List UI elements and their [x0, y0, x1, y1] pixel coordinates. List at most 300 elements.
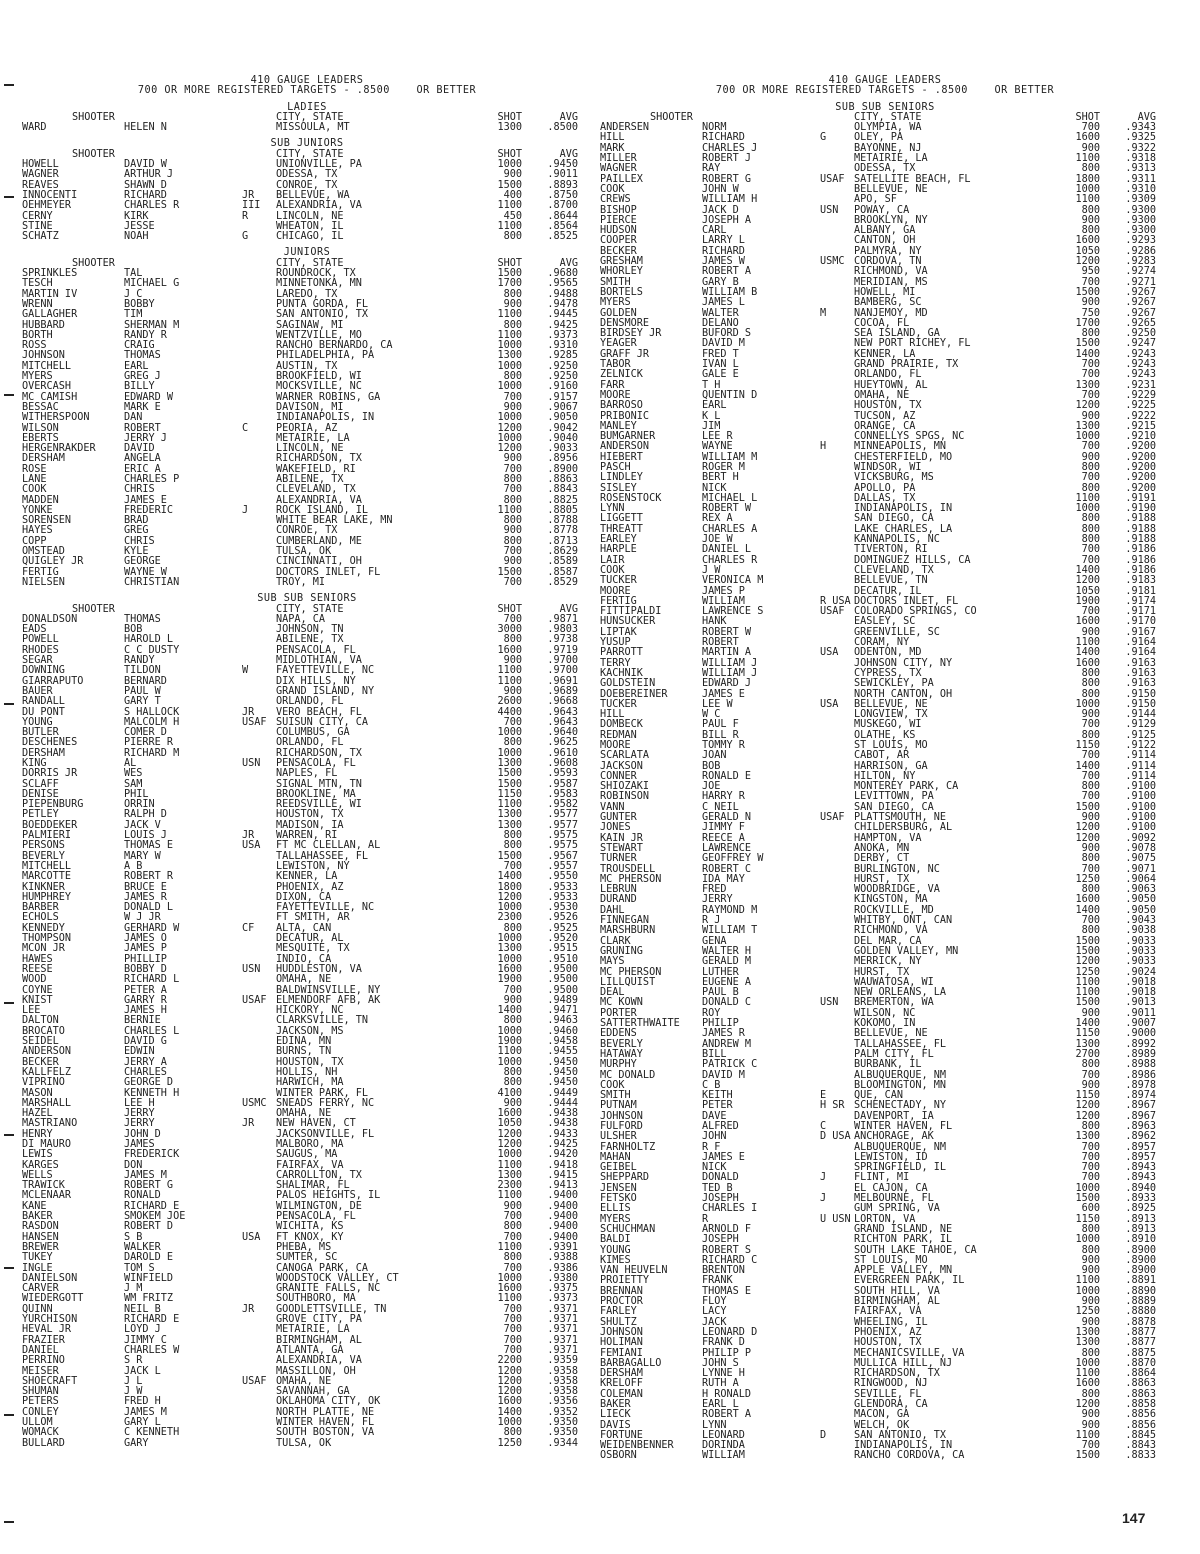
- suffix: [820, 350, 854, 360]
- suffix: [242, 1387, 276, 1397]
- last-name: DOEBEREINER: [600, 688, 668, 700]
- average: .9530: [547, 902, 578, 914]
- city-state: NAPLES, FL: [276, 768, 338, 780]
- city-state: DOCTORS INLET, FL: [854, 595, 959, 607]
- average: .9425: [547, 319, 578, 331]
- first-name: GERHARD W: [124, 922, 180, 934]
- average: .8933: [1125, 1193, 1156, 1205]
- first-name: JAMES E: [702, 1151, 745, 1163]
- first-name: DANIEL L: [702, 544, 752, 556]
- first-name: CHRIS: [124, 484, 155, 496]
- city-state: WENTZVILLE, MO: [276, 329, 362, 341]
- last-name: JOHNSON: [600, 1326, 643, 1338]
- first-name: BOBBY D: [124, 963, 167, 975]
- first-name: FREDERICK: [124, 1149, 180, 1161]
- first-name: WALKER: [124, 1241, 161, 1253]
- suffix: [242, 1253, 276, 1263]
- first-name: K L: [702, 410, 721, 422]
- average: .9186: [1125, 544, 1156, 556]
- average: .8963: [1125, 1120, 1156, 1132]
- first-name: JOE W: [702, 534, 733, 546]
- last-name: EADS: [22, 624, 47, 636]
- average: .9043: [1125, 915, 1156, 927]
- city-state: NEW PORT RICHEY, FL: [854, 338, 971, 350]
- average: .9190: [1125, 503, 1156, 515]
- average: .9050: [1125, 894, 1156, 906]
- city-state: OMAHA, NE: [276, 974, 332, 986]
- city-state: HARWICH, MA: [276, 1077, 344, 1089]
- first-name: LAWRENCE S: [702, 606, 764, 618]
- last-name: HOWELL: [22, 159, 59, 171]
- average: .9510: [547, 953, 578, 965]
- average: .9033: [1125, 945, 1156, 957]
- suffix: [820, 360, 854, 370]
- targets-shot: 1000: [497, 1272, 522, 1284]
- margin-tick-mark: [4, 1414, 14, 1416]
- first-name: DAN: [124, 412, 143, 424]
- targets-shot: 1400: [1075, 564, 1100, 576]
- average: .9013: [1125, 997, 1156, 1009]
- first-name: RICHARD: [702, 245, 745, 257]
- average: .9380: [547, 1272, 578, 1284]
- first-name: ARNOLD F: [702, 1223, 752, 1235]
- average: .9250: [1125, 328, 1156, 340]
- targets-shot: 700: [1081, 791, 1100, 803]
- city-state: APPLE VALLEY, MN: [854, 1265, 953, 1277]
- first-name: GARY: [124, 1437, 149, 1449]
- avg-header: AVG: [1137, 111, 1156, 123]
- average: .9680: [547, 268, 578, 280]
- targets-shot: 800: [1081, 204, 1100, 216]
- last-name: TUCKER: [600, 575, 637, 587]
- targets-shot: 1000: [497, 953, 522, 965]
- city-state: LORTON, VA: [854, 1213, 916, 1225]
- suffix: [820, 1256, 854, 1266]
- shot-header: SHOT: [1075, 111, 1100, 123]
- last-name: DAHL: [600, 904, 625, 916]
- first-name: HANK: [702, 616, 727, 628]
- last-name: GOLDEN: [600, 307, 637, 319]
- suffix: [820, 1235, 854, 1245]
- city-state: DALLAS, TX: [854, 492, 916, 504]
- last-name: HANSEN: [22, 1231, 59, 1243]
- suffix: [820, 453, 854, 463]
- average: .9803: [547, 624, 578, 636]
- average: .9174: [1125, 595, 1156, 607]
- average: .9310: [547, 340, 578, 352]
- city-state: HAMPTON, VA: [854, 832, 922, 844]
- city-state: CANTON, OH: [854, 235, 916, 247]
- suffix: [242, 1202, 276, 1212]
- city-state: LAREDO, TX: [276, 288, 338, 300]
- targets-shot: 900: [1081, 1007, 1100, 1019]
- city-state: POWAY, CA: [854, 204, 910, 216]
- targets-shot: 900: [1081, 410, 1100, 422]
- targets-shot: 1000: [497, 159, 522, 171]
- suffix: [242, 1428, 276, 1438]
- average: .9157: [547, 391, 578, 403]
- last-name: YUSUP: [600, 637, 631, 649]
- average: .9267: [1125, 286, 1156, 298]
- last-name: HAZEL: [22, 1108, 53, 1120]
- first-name: PETER: [702, 1100, 733, 1112]
- city-state: WHITE BEAR LAKE, MN: [276, 515, 393, 527]
- first-name: S HALLOCK: [124, 706, 180, 718]
- suffix: [820, 535, 854, 545]
- city-state: MIDLOTHIAN, VA: [276, 655, 362, 667]
- suffix: [242, 1058, 276, 1068]
- suffix: [242, 1078, 276, 1088]
- average: .9344: [547, 1437, 578, 1449]
- targets-shot: 1200: [497, 1128, 522, 1140]
- first-name: CARL: [702, 225, 727, 237]
- first-name: NORM: [702, 122, 727, 134]
- first-name: FRED H: [124, 1396, 161, 1408]
- suffix: [242, 1037, 276, 1047]
- targets-shot: 2700: [1075, 1048, 1100, 1060]
- last-name: FERTIG: [22, 566, 59, 578]
- suffix: USMC: [242, 1097, 267, 1109]
- suffix: [242, 687, 276, 697]
- average: .9358: [547, 1375, 578, 1387]
- last-name: GRUNING: [600, 945, 643, 957]
- city-state: CONROE, TX: [276, 179, 338, 191]
- targets-shot: 1000: [1075, 1357, 1100, 1369]
- last-name: FRAZIER: [22, 1334, 65, 1346]
- first-name: LACY: [702, 1306, 727, 1318]
- first-name: WALTER: [702, 307, 739, 319]
- targets-shot: 700: [503, 576, 522, 588]
- city-state: MERRICK, NY: [854, 956, 922, 968]
- city-state: METAIRIE, LA: [276, 432, 350, 444]
- last-name: MAYS: [600, 956, 625, 968]
- margin-tick-mark: [4, 1134, 14, 1136]
- targets-shot: 1500: [1075, 801, 1100, 813]
- last-name: DI MAURO: [22, 1138, 72, 1150]
- suffix: J: [820, 1193, 827, 1205]
- suffix: [242, 1181, 276, 1191]
- city-state: TROY, MI: [276, 576, 326, 588]
- first-name: JOSEPH: [702, 1234, 739, 1246]
- targets-shot: 1100: [1075, 987, 1100, 999]
- city-state: RICHMOND, VA: [854, 266, 928, 278]
- suffix: [242, 1006, 276, 1016]
- last-name: THREATT: [600, 523, 643, 535]
- suffix: [820, 906, 854, 916]
- targets-shot: 1000: [1075, 1234, 1100, 1246]
- city-state: KENNER, LA: [854, 348, 916, 360]
- first-name: GEORGE D: [124, 1077, 174, 1089]
- shooter-row: [22, 1078, 592, 1088]
- targets-shot: 4100: [497, 1087, 522, 1099]
- last-name: BECKER: [600, 245, 637, 257]
- first-name: TOMMY R: [702, 740, 745, 751]
- suffix: [820, 1050, 854, 1060]
- average: .9064: [1125, 873, 1156, 885]
- suffix: [820, 154, 854, 164]
- first-name: ROBERT G: [702, 173, 752, 185]
- city-state: HOUSTON, TX: [854, 400, 922, 412]
- average: .9438: [547, 1118, 578, 1130]
- suffix: [242, 300, 276, 310]
- average: .8750: [547, 189, 578, 201]
- last-name: WAGNER: [22, 169, 59, 181]
- suffix: [820, 1297, 854, 1307]
- last-name: VANN: [600, 801, 625, 813]
- first-name: WILLIAM J: [702, 667, 758, 679]
- suffix: [242, 403, 276, 413]
- city-state: OLATHE, KS: [854, 729, 916, 741]
- last-name: JOHNSON: [600, 1110, 643, 1122]
- first-name: GARY B: [702, 276, 739, 288]
- suffix: [820, 216, 854, 226]
- last-name: BARROSO: [600, 400, 643, 412]
- city-state: LEWISTON, ID: [854, 1151, 928, 1163]
- targets-shot: 1200: [497, 1386, 522, 1398]
- last-name: MARK: [600, 142, 625, 154]
- class-section: [22, 139, 592, 242]
- first-name: THOMAS E: [124, 840, 174, 852]
- margin-tick-mark: [4, 196, 14, 198]
- city-state: NANJEMOY, MD: [854, 307, 928, 319]
- first-name: EUGENE A: [702, 976, 752, 988]
- average: .9250: [547, 371, 578, 383]
- average: .9582: [547, 799, 578, 811]
- suffix: [820, 926, 854, 936]
- first-name: LARRY L: [702, 235, 745, 247]
- last-name: ULLOM: [22, 1417, 53, 1428]
- last-name: PARROTT: [600, 647, 643, 659]
- targets-shot: 700: [1081, 1440, 1100, 1452]
- targets-shot: 800: [1081, 523, 1100, 535]
- city-state: EVERGREEN PARK, IL: [854, 1275, 965, 1287]
- last-name: LANE: [22, 473, 47, 485]
- first-name: CHARLES P: [124, 473, 180, 485]
- first-name: JOHN W: [702, 183, 739, 195]
- suffix: [820, 782, 854, 792]
- average: .9071: [1125, 863, 1156, 875]
- city-state: VERO BEACH, FL: [276, 706, 362, 718]
- suffix: H: [820, 441, 827, 453]
- first-name: JOHN S: [702, 1357, 739, 1369]
- shooter-row: [22, 975, 592, 985]
- last-name: CLARK: [600, 935, 631, 947]
- suffix: [242, 279, 276, 289]
- city-state: DIXON, CA: [276, 891, 332, 903]
- average: .8713: [547, 535, 578, 547]
- shooter-header: SHOOTER: [72, 257, 115, 269]
- last-name: COPP: [22, 535, 47, 547]
- average: .9144: [1125, 709, 1156, 721]
- targets-shot: 1100: [497, 1046, 522, 1058]
- average: .8913: [1125, 1223, 1156, 1235]
- city-state: SAN ANTONIO, TX: [854, 1429, 947, 1441]
- city-state: RANCHO BERNARDO, CA: [276, 340, 393, 352]
- city-state: SIGNAL MTN, TN: [276, 778, 362, 790]
- last-name: FINNEGAN: [600, 915, 650, 927]
- last-name: PETERS: [22, 1396, 59, 1408]
- suffix: [820, 968, 854, 978]
- last-name: ANDERSON: [600, 441, 650, 453]
- last-name: KENNEDY: [22, 922, 65, 934]
- targets-shot: 700: [503, 613, 522, 625]
- suffix: [820, 504, 854, 514]
- city-state: OKLAHOMA CITY, OK: [276, 1396, 381, 1408]
- city-state: COCOA, FL: [854, 317, 910, 329]
- targets-shot: 1300: [497, 809, 522, 821]
- average: .8900: [1125, 1244, 1156, 1256]
- city-state: GOODLETTSVILLE, TN: [276, 1303, 387, 1315]
- first-name: GEOFFREY W: [702, 853, 764, 865]
- targets-shot: 800: [1081, 729, 1100, 741]
- average: .9063: [1125, 884, 1156, 896]
- average: .9400: [547, 1211, 578, 1223]
- first-name: FRED T: [702, 348, 739, 360]
- suffix: [820, 1359, 854, 1369]
- first-name: QUENTIN D: [702, 389, 758, 401]
- last-name: FEMIANI: [600, 1347, 643, 1359]
- last-name: LYNN: [600, 503, 625, 515]
- city-state: MASSILLON, OH: [276, 1365, 356, 1377]
- first-name: PAUL B: [702, 987, 739, 999]
- city-state: WILSON, NC: [854, 1007, 916, 1019]
- city-state: CHICAGO, IL: [276, 231, 344, 243]
- last-name: MYERS: [22, 371, 53, 383]
- suffix: [820, 494, 854, 504]
- last-name: KALLFELZ: [22, 1066, 72, 1078]
- targets-shot: 700: [503, 860, 522, 872]
- average: .9163: [1125, 657, 1156, 669]
- suffix: [242, 547, 276, 557]
- city-state: CABOT, AR: [854, 750, 910, 762]
- city-state: PHOENIX, AZ: [276, 881, 344, 893]
- city-state: BIRMINGHAM, AL: [854, 1296, 940, 1308]
- last-name: WELLS: [22, 1169, 53, 1181]
- first-name: EARL: [702, 400, 727, 412]
- targets-shot: 700: [503, 546, 522, 558]
- first-name: ROGER M: [702, 461, 745, 473]
- suffix: [820, 1029, 854, 1039]
- last-name: CARVER: [22, 1283, 59, 1295]
- suffix: USN: [242, 963, 261, 975]
- city-state: CONROE, TX: [276, 525, 338, 537]
- city-state: COLUMBUS, GA: [276, 727, 350, 739]
- first-name: NEIL B: [124, 1303, 161, 1315]
- city-state: ANOKA, MN: [854, 842, 910, 854]
- suffix: [242, 677, 276, 687]
- targets-shot: 1500: [1075, 997, 1100, 1009]
- city-state: SEVILLE, FL: [854, 1388, 922, 1400]
- targets-shot: 1150: [1075, 740, 1100, 751]
- first-name: CHARLES W: [124, 1344, 180, 1356]
- average: .9033: [1125, 935, 1156, 947]
- city-state: CYPRESS, TX: [854, 667, 922, 679]
- first-name: JAMES O: [124, 933, 167, 945]
- last-name: YONKE: [22, 504, 53, 516]
- last-name: FARNHOLTZ: [600, 1141, 656, 1153]
- last-name: DAVIS: [600, 1419, 631, 1431]
- first-name: JIM: [702, 420, 721, 432]
- first-name: WILLIAM H: [702, 194, 758, 206]
- last-name: FULFORD: [600, 1120, 643, 1132]
- targets-shot: 900: [503, 556, 522, 568]
- last-name: MARSHALL: [22, 1097, 72, 1109]
- targets-shot: 800: [503, 830, 522, 842]
- first-name: JAMES E: [702, 688, 745, 700]
- last-name: BAUER: [22, 685, 53, 697]
- targets-shot: 900: [503, 994, 522, 1006]
- last-name: SEGAR: [22, 655, 53, 667]
- first-name: BERT H: [702, 472, 739, 484]
- average: .8900: [1125, 1265, 1156, 1277]
- last-name: KINKNER: [22, 881, 65, 893]
- targets-shot: 700: [1081, 441, 1100, 453]
- suffix: [820, 298, 854, 308]
- targets-shot: 800: [503, 1221, 522, 1233]
- suffix: [242, 1191, 276, 1201]
- suffix: USAF: [820, 812, 845, 824]
- suffix: [242, 646, 276, 656]
- city-state: INDIO, CA: [276, 953, 332, 965]
- last-name: DENSMORE: [600, 317, 650, 329]
- city-state: CLARKSVILLE, TN: [276, 1015, 369, 1027]
- city-state: LAKE CHARLES, LA: [854, 523, 953, 535]
- average: .9283: [1125, 256, 1156, 268]
- targets-shot: 3000: [497, 624, 522, 636]
- average: .9311: [1125, 173, 1156, 185]
- targets-shot: 800: [503, 1427, 522, 1439]
- last-name: EDDENS: [600, 1028, 637, 1040]
- first-name: BUFORD S: [702, 328, 752, 340]
- last-name: NIELSEN: [22, 576, 65, 588]
- targets-shot: 1200: [1075, 400, 1100, 412]
- first-name: FRED: [702, 884, 727, 896]
- average: .9689: [547, 685, 578, 697]
- average: .9164: [1125, 647, 1156, 659]
- first-name: DON: [124, 1159, 143, 1171]
- first-name: WAYNE: [702, 441, 733, 453]
- targets-shot: 700: [1081, 122, 1100, 134]
- average: .9400: [547, 1190, 578, 1202]
- city-state: DERBY, CT: [854, 853, 910, 865]
- suffix: [242, 1408, 276, 1418]
- average: .9356: [547, 1396, 578, 1408]
- suffix: [820, 422, 854, 432]
- first-name: GREG J: [124, 371, 161, 383]
- city-state: MISSOULA, MT: [276, 122, 350, 134]
- targets-shot: 1100: [1075, 492, 1100, 504]
- suffix: JR: [242, 1303, 255, 1315]
- suffix: [820, 1307, 854, 1317]
- last-name: GALLAGHER: [22, 309, 78, 321]
- last-name: WRENN: [22, 298, 53, 310]
- last-name: BARBER: [22, 902, 59, 914]
- first-name: R J: [702, 915, 721, 927]
- first-name: C NEIL: [702, 801, 739, 813]
- targets-shot: 1400: [497, 1406, 522, 1418]
- suffix: [820, 401, 854, 411]
- city-state: BREMERTON, WA: [854, 997, 934, 1009]
- targets-shot: 800: [1081, 328, 1100, 340]
- city-state: FT KNOX, KY: [276, 1231, 344, 1243]
- suffix: [820, 144, 854, 154]
- last-name: BESSAC: [22, 401, 59, 413]
- first-name: THOMAS: [124, 613, 161, 625]
- suffix: III: [242, 200, 261, 212]
- targets-shot: 1200: [1075, 956, 1100, 968]
- average: .9191: [1125, 492, 1156, 504]
- city-header: CITY, STATE: [276, 148, 344, 160]
